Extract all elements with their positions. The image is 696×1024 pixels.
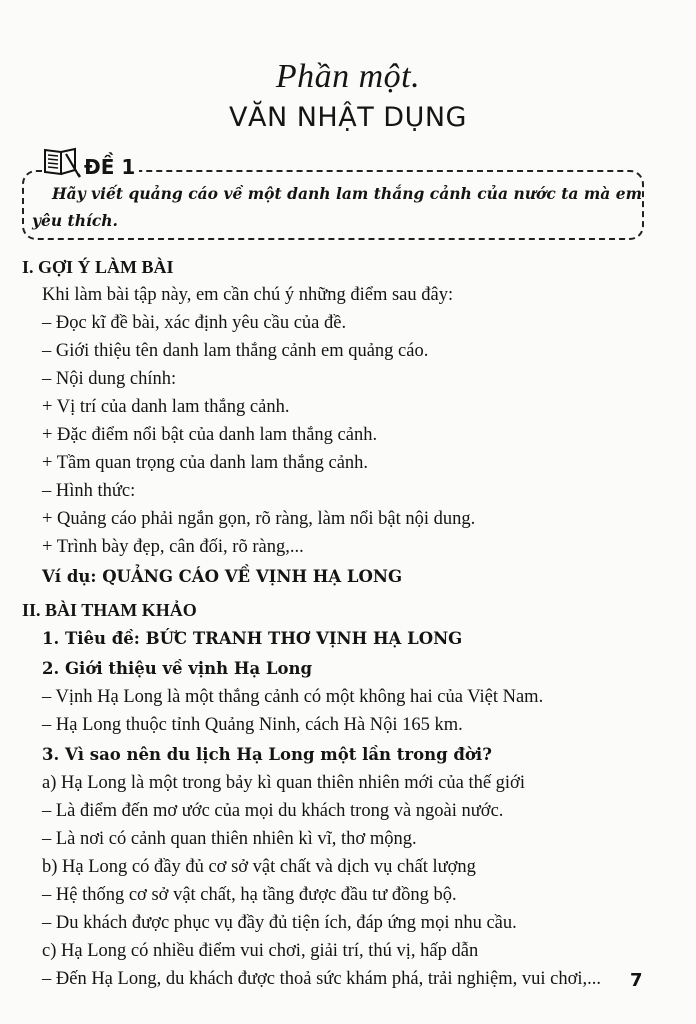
exercise-header <box>42 142 139 178</box>
text-line: – Giới thiệu tên danh lam thắng cảnh em quảng cáo. <box>42 341 429 361</box>
text-line: – Du khách được phục vụ đầy đủ tiện ích, đáp ứng mọi nhu cầu. <box>42 913 517 933</box>
text-line: + Tầm quan trọng của danh lam thắng cảnh. <box>42 453 369 473</box>
text-line: + Vị trí của danh lam thắng cảnh. <box>42 397 290 417</box>
text-line: – Hạ Long thuộc tỉnh Quảng Ninh, cách Hà Nội 165 km. <box>42 715 463 735</box>
text-line: – Là điểm đến mơ ước của mọi du khách trong và ngoài nước. <box>42 801 504 821</box>
example-line <box>42 567 402 586</box>
text-line: a) Hạ Long là một trong bảy kì quan thiên nhiên mới của thế giới <box>42 773 525 793</box>
text-line: b) Hạ Long có đầy đủ cơ sở vật chất và dịch vụ chất lượng <box>42 857 476 877</box>
subheading-title: 1. Tiêu đề: BỨC TRANH THƠ VỊNH HẠ LONG <box>42 629 463 648</box>
part-title: VĂN NHẬT DỤNG <box>229 102 467 133</box>
text-line: Khi làm bài tập này, em cần chú ý những điểm sau đây: <box>42 285 454 305</box>
text-line: – Vịnh Hạ Long là một thắng cảnh có một không hai của Việt Nam. <box>42 687 544 707</box>
text-line: c) Hạ Long có nhiều điểm vui chơi, giải trí, thú vị, hấp dẫn <box>42 941 479 961</box>
subheading-why: 3. Vì sao nên du lịch Hạ Long một lần trong đời? <box>42 745 492 764</box>
example-title: QUẢNG CÁO VỀ VỊNH HẠ LONG <box>102 567 403 586</box>
exercise-prompt: Hãy viết quảng cáo về một danh lam thắng cảnh của nước ta mà em yêu thích. <box>32 184 642 230</box>
page-number: 7 <box>630 970 643 991</box>
part-label: Phần một. <box>275 58 421 95</box>
text-line: – Hình thức: <box>42 481 136 501</box>
exercise-label: ĐỀ 1 <box>84 155 136 179</box>
text-line: + Trình bày đẹp, cân đối, rõ ràng,... <box>42 537 304 557</box>
text-line: – Hệ thống cơ sở vật chất, hạ tầng được đầu tư đồng bộ. <box>42 885 457 905</box>
text-line: – Nội dung chính: <box>42 369 177 389</box>
text-line: + Quảng cáo phải ngắn gọn, rõ ràng, làm nổi bật nội dung. <box>42 509 476 529</box>
section-heading-reference: II. BÀI THAM KHẢO <box>22 600 197 620</box>
open-book-pen-icon <box>42 144 82 178</box>
text-line: + Đặc điểm nổi bật của danh lam thắng cảnh. <box>42 425 378 445</box>
text-line: – Là nơi có cảnh quan thiên nhiên kì vĩ, thơ mộng. <box>42 829 417 849</box>
text-line: – Đến Hạ Long, du khách được thoả sức khám phá, trải nghiệm, vui chơi,... <box>42 969 602 989</box>
example-prefix: Ví dụ: <box>42 567 103 586</box>
text-line: – Đọc kĩ đề bài, xác định yêu cầu của đề. <box>42 313 347 333</box>
section-heading-suggestions: I. GỢI Ý LÀM BÀI <box>22 257 174 277</box>
subheading-intro: 2. Giới thiệu về vịnh Hạ Long <box>42 659 313 678</box>
